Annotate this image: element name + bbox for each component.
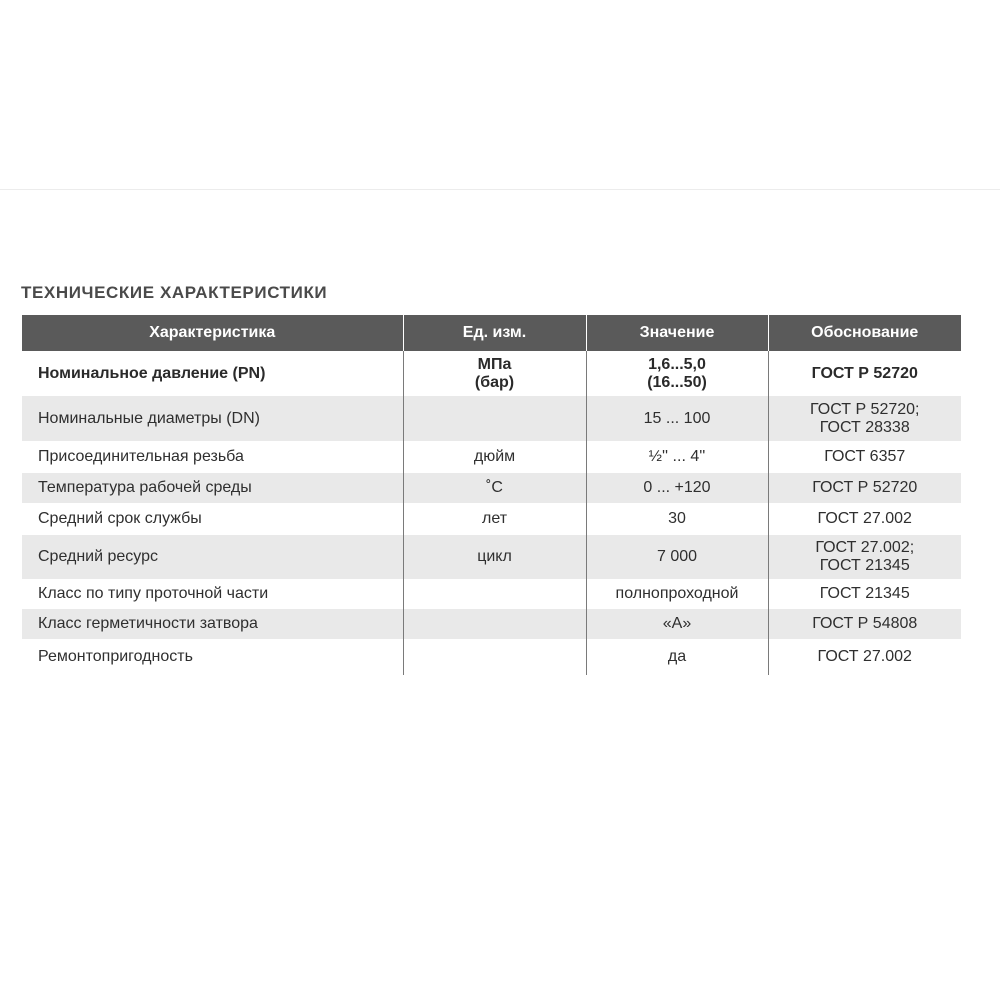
cell-unit: [403, 396, 586, 441]
cell-value: 30: [586, 503, 768, 535]
cell-characteristic: Класс по типу проточной части: [38, 585, 269, 602]
cell-unit-line: (бар): [474, 373, 515, 391]
cell-unit: [403, 579, 586, 609]
cell-basis: ГОСТ Р 52720: [768, 473, 961, 503]
cell-basis: [768, 396, 961, 441]
header-characteristic: Характеристика: [22, 315, 403, 351]
cell-value-line: 1,6...5,0: [648, 355, 706, 373]
section-title: ТЕХНИЧЕСКИЕ ХАРАКТЕРИСТИКИ: [21, 283, 328, 302]
cell-value-line: (16...50): [647, 373, 707, 391]
cell-basis: ГОСТ 6357: [768, 441, 961, 473]
cell-basis-line: ГОСТ 28338: [819, 418, 910, 436]
cell-value: 15 ... 100: [586, 396, 768, 441]
cell-characteristic: Номинальное давление (PN): [38, 364, 266, 382]
cell-unit: [403, 609, 586, 639]
cell-characteristic: Средний срок службы: [38, 510, 202, 527]
table-row: [22, 503, 961, 535]
divider: [0, 189, 1000, 190]
table-row: [22, 351, 961, 396]
cell-basis: ГОСТ 21345: [768, 579, 961, 609]
cell-basis: ГОСТ 27.002: [768, 503, 961, 535]
cell-characteristic: Температура рабочей среды: [22, 473, 403, 503]
cell-unit: цикл: [403, 535, 586, 579]
cell-unit: ˚С: [403, 473, 586, 503]
cell-value: [586, 351, 768, 396]
cell-basis-line: ГОСТ 27.002;: [815, 539, 915, 556]
cell-basis-line: ГОСТ Р 52720;: [809, 400, 920, 418]
cell-basis: [768, 535, 961, 579]
cell-value: да: [586, 639, 768, 675]
table-row: [22, 441, 961, 473]
cell-characteristic: Присоединительная резьба: [38, 448, 244, 465]
cell-basis: ГОСТ 27.002: [768, 639, 961, 675]
cell-characteristic: Номинальные диаметры (DN): [22, 396, 403, 441]
cell-characteristic: Средний ресурс: [22, 535, 403, 579]
table-row: [22, 396, 961, 441]
cell-value: «А»: [586, 609, 768, 639]
table-row: [22, 639, 961, 675]
cell-unit: [403, 639, 586, 675]
cell-unit: дюйм: [403, 441, 586, 473]
cell-unit-line: МПа: [477, 355, 512, 373]
cell-basis: ГОСТ Р 52720: [768, 351, 961, 396]
header-basis: Обоснование: [768, 315, 961, 351]
cell-basis-line: ГОСТ 21345: [819, 557, 910, 574]
cell-characteristic: Ремонтопригодность: [38, 648, 193, 665]
header-unit: Ед. изм.: [403, 315, 586, 351]
cell-characteristic: Класс герметичности затвора: [22, 609, 403, 639]
cell-value: полнопроходной: [586, 579, 768, 609]
table-row: [22, 473, 961, 503]
table-row: [22, 579, 961, 609]
cell-unit: лет: [403, 503, 586, 535]
specs-table: [22, 315, 961, 675]
cell-value: 0 ... +120: [586, 473, 768, 503]
header-value: Значение: [586, 315, 768, 351]
table-header-row: [22, 315, 961, 351]
cell-value: ½'' ... 4'': [586, 441, 768, 473]
cell-value: 7 000: [586, 535, 768, 579]
table-row: [22, 609, 961, 639]
table-row: [22, 535, 961, 579]
cell-unit: [403, 351, 586, 396]
cell-basis: ГОСТ Р 54808: [768, 609, 961, 639]
